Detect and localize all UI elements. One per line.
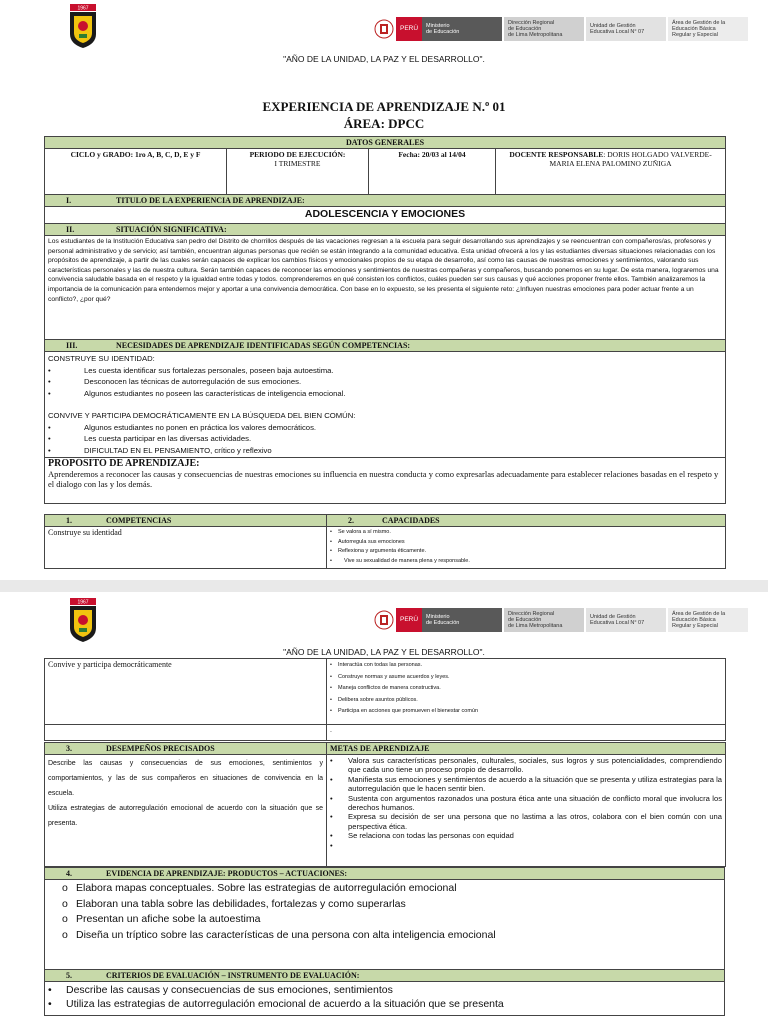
- list-item: • Reflexiona y argumenta éticamente.: [330, 547, 722, 557]
- list-item: o Presentan un afiche sobe la autoestima: [62, 912, 721, 928]
- capacidades-heading: 2. CAPACIDADES: [327, 515, 726, 527]
- situacion-text: Los estudiantes de la Institución Educativa san pedro del Distrito de chorrillos después de las vacaciones regresan a la escuela para seguir desarrollando sus aprendizajes y se reencuentran con compañeros/as, profesores y personal administrativo y de servicio; así también, encuentran algunas personas que recién se están integrando a la comunidad educativa. Esta unidad ofrecerá a los y las estudiantes diversas situaciones relacionadas con los propósitos de aprendizaje, a partir de las cuales serán capaces de explicar los cambios físicos y emocionales propios de su etapa de desarrollo, así como las causas de nuestras emociones y sentimientos, valorando sus características personales y las de nuestra cultura. Serán también capaces de reconocer las emociones y sentimientos de nuestras compañeras y compañeros, buscando ponernos en su lugar. De esta manera, lograremos una convivencia saludable basada en el respeto y la igualdad entre todas y todos. comprenderemos en qué consisten los conflictos, cuáles pueden ser sus causas y qué acciones proponer frente ellos. También analizaremos la importancia de la comunicación para entendernos mejor y aportar a una convivencia democrática. Con base en lo expuesto, se les presenta el siguiente reto: ¿Influyen nuestras emociones para poder actuar frente a un conflicto?, ¿por qué?: [45, 236, 726, 340]
- motto: "AÑO DE LA UNIDAD, LA PAZ Y EL DESARROLLO".: [283, 54, 485, 64]
- crest-year: 1967: [77, 5, 89, 12]
- list-item: • Construye normas y asume acuerdos y leyes.: [330, 672, 722, 684]
- block1-list: [48, 365, 722, 400]
- empty-cell: [45, 725, 327, 741]
- dre-label: Dirección Regional de Educación de Lima Metropolitana: [504, 17, 584, 41]
- datos-generales-heading: DATOS GENERALES: [45, 137, 726, 149]
- ugel-label: Unidad de Gestión Educativa Local N° 07: [586, 608, 666, 632]
- sec1-heading: I. TITULO DE LA EXPERIENCIA DE APRENDIZAJE:: [45, 195, 726, 207]
- list-item: • Valora sus características personales, culturales, sociales, sus logros y sus potencialidades, comprendiendo que cada uno tiene un proceso propio de desarrollo.: [330, 756, 722, 775]
- list-item: • Desconocen las técnicas de autorregulación de sus emociones.: [48, 376, 722, 388]
- institution-logos: [372, 17, 748, 41]
- list-item: • Se valora a sí mismo.: [330, 528, 722, 538]
- metas-list: [327, 755, 726, 867]
- experience-title: ADOLESCENCIA Y EMOCIONES: [45, 207, 726, 224]
- empty-mark: .: [327, 725, 726, 741]
- block2-title: CONVIVE Y PARTICIPA DEMOCRÁTICAMENTE EN LA BÚSQUEDA DEL BIEN COMÚN:: [48, 411, 356, 420]
- list-item: • Algunos estudiantes no ponen en práctica los valores democráticos.: [48, 422, 722, 434]
- school-crest-logo: [68, 4, 98, 48]
- proposito-title: PROPÓSITO DE APRENDIZAJE:: [48, 458, 200, 469]
- peru-label: PERÚ: [396, 17, 422, 41]
- sec3-heading: III. NECESIDADES DE APRENDIZAJE IDENTIFICADAS SEGÚN COMPETENCIAS:: [45, 340, 726, 352]
- fecha-cell: Fecha: 20/03 al 14/04: [369, 149, 496, 195]
- dre-label: Dirección Regional de Educación de Lima Metropolitana: [504, 608, 584, 632]
- block2-list: [48, 422, 722, 457]
- criterios-list: [45, 982, 725, 1016]
- list-item: • Maneja conflictos de manera constructiva.: [330, 683, 722, 695]
- list-item: • Manifiesta sus emociones y sentimientos de acuerdo a la situación que se presenta y utiliza estrategias para la autorregulación que le hacen sentir bien.: [330, 775, 722, 794]
- evidencia-table: [44, 867, 725, 1016]
- list-item: • Participa en acciones que promueven el bienestar común: [330, 706, 722, 718]
- title-line-2: ÁREA: DPCC: [343, 116, 425, 131]
- competencia-1: Construye su identidad: [45, 527, 327, 569]
- list-item: • Interactúa con todas las personas.: [330, 660, 722, 672]
- title-line-1: EXPERIENCIA DE APRENDIZAJE N.º 01: [262, 99, 506, 114]
- list-item: o Elabora mapas conceptuales. Sobre las estrategias de autorregulación emocional: [62, 881, 721, 897]
- competencias-table: [44, 514, 726, 569]
- list-item: o Elaboran una tabla sobre las debilidades, fortalezas y como superarlas: [62, 897, 721, 913]
- docente-cell: DOCENTE RESPONSABLE: DORIS HOLGADO VALVERDE-MARIA ELENA PALOMINO ZUÑIGA: [496, 149, 726, 195]
- list-item: • Expresa su decisión de ser una persona que no lastima a las otros, colabora con el bien común con una perspectiva ética.: [330, 812, 722, 831]
- block1-title: CONSTRUYE SU IDENTIDAD:: [48, 354, 155, 363]
- proposito-text: Aprenderemos a reconocer las causas y consecuencias de nuestras emociones su influencia en nuestra conducta y como expresarlas adecuadamente para establecer relaciones basadas en el respeto y el dialogo con las y los demás.: [48, 469, 719, 489]
- list-item: • Describe las causas y consecuencias de sus emociones, sentimientos: [48, 983, 721, 997]
- capacidades-2: [327, 659, 726, 725]
- metas-heading: METAS DE APRENDIZAJE: [327, 743, 726, 755]
- competencia-2: Convive y participa democráticamente: [45, 659, 327, 725]
- motto: "AÑO DE LA UNIDAD, LA PAZ Y EL DESARROLLO".: [283, 647, 485, 657]
- evidencia-heading: 4. EVIDENCIA DE APRENDIZAJE: PRODUCTOS – ACTUACIONES:: [45, 868, 725, 880]
- peru-label: PERÚ: [396, 608, 422, 632]
- evidencia-list: [45, 880, 725, 970]
- list-item: • Autorregula sus emociones: [330, 538, 722, 548]
- peru-shield-icon: [372, 17, 396, 41]
- criterios-heading: 5. CRITERIOS DE EVALUACIÓN – INSTRUMENTO DE EVALUACIÓN:: [45, 970, 725, 982]
- main-table: [44, 136, 726, 504]
- necesidades-block: [45, 352, 726, 458]
- page-2: [0, 592, 768, 1024]
- area-label: Área de Gestión de la Educación Básica Regular y Especial: [668, 17, 748, 41]
- competencias-heading: 1. COMPETENCIAS: [45, 515, 327, 527]
- list-item: • Les cuesta identificar sus fortalezas personales, poseen baja autoestima.: [48, 365, 722, 377]
- list-item: • Algunos estudiantes no poseen las características de inteligencia emocional.: [48, 388, 722, 400]
- capacidades-1: [327, 527, 726, 569]
- area-label: Área de Gestión de la Educación Básica Regular y Especial: [668, 608, 748, 632]
- sec2-heading: II. SITUACIÓN SIGNIFICATIVA:: [45, 224, 726, 236]
- list-item: • Sustenta con argumentos razonados una postura ética ante una situación de conflicto moral que involucra los derechos humanos.: [330, 794, 722, 813]
- desempenos-text: Describe las causas y consecuencias de sus emociones, sentimientos y comportamientos, y las de sus compañeros en situaciones de convivencia en la escuela. Utiliza estrategias de autorregulación emocional de acuerdo con la situación que se presenta.: [45, 755, 327, 867]
- ministerio-label: Ministerio de Educación: [422, 608, 502, 632]
- list-item: • Utiliza las estrategias de autorregulación emocional de acuerdo a la situación que se presenta: [48, 997, 721, 1011]
- proposito-block: [45, 458, 726, 504]
- list-item: • Vive su sexualidad de manera plena y responsable.: [330, 557, 722, 567]
- peru-shield-icon: [372, 608, 396, 632]
- page-title: [0, 98, 768, 132]
- list-item: • DIFICULTAD EN EL PENSAMIENTO, crítico y reflexivo: [48, 445, 722, 457]
- ugel-label: Unidad de Gestión Educativa Local N° 07: [586, 17, 666, 41]
- periodo-cell: PERIODO DE EJECUCIÓN: I TRIMESTRE: [227, 149, 369, 195]
- school-crest-logo: [68, 598, 98, 642]
- list-item: o Diseña un tríptico sobre las características de una persona con alta inteligencia emocional: [62, 928, 721, 944]
- desempenos-heading: 3. DESEMPEÑOS PRECISADOS: [45, 743, 327, 755]
- ministerio-label: Ministerio de Educación: [422, 17, 502, 41]
- list-item: • Les cuesta participar en las diversas actividades.: [48, 433, 722, 445]
- institution-logos: [372, 608, 748, 632]
- ciclo-cell: CICLO y GRADO: 1ro A, B, C, D, E y F: [45, 149, 227, 195]
- list-item: • Delibera sobre asuntos públicos.: [330, 695, 722, 707]
- competencias-table-cont: [44, 658, 726, 741]
- list-item: • Se relaciona con todas las personas con equidad: [330, 831, 722, 840]
- crest-year: 1967: [77, 599, 89, 606]
- desempenos-table: [44, 742, 726, 867]
